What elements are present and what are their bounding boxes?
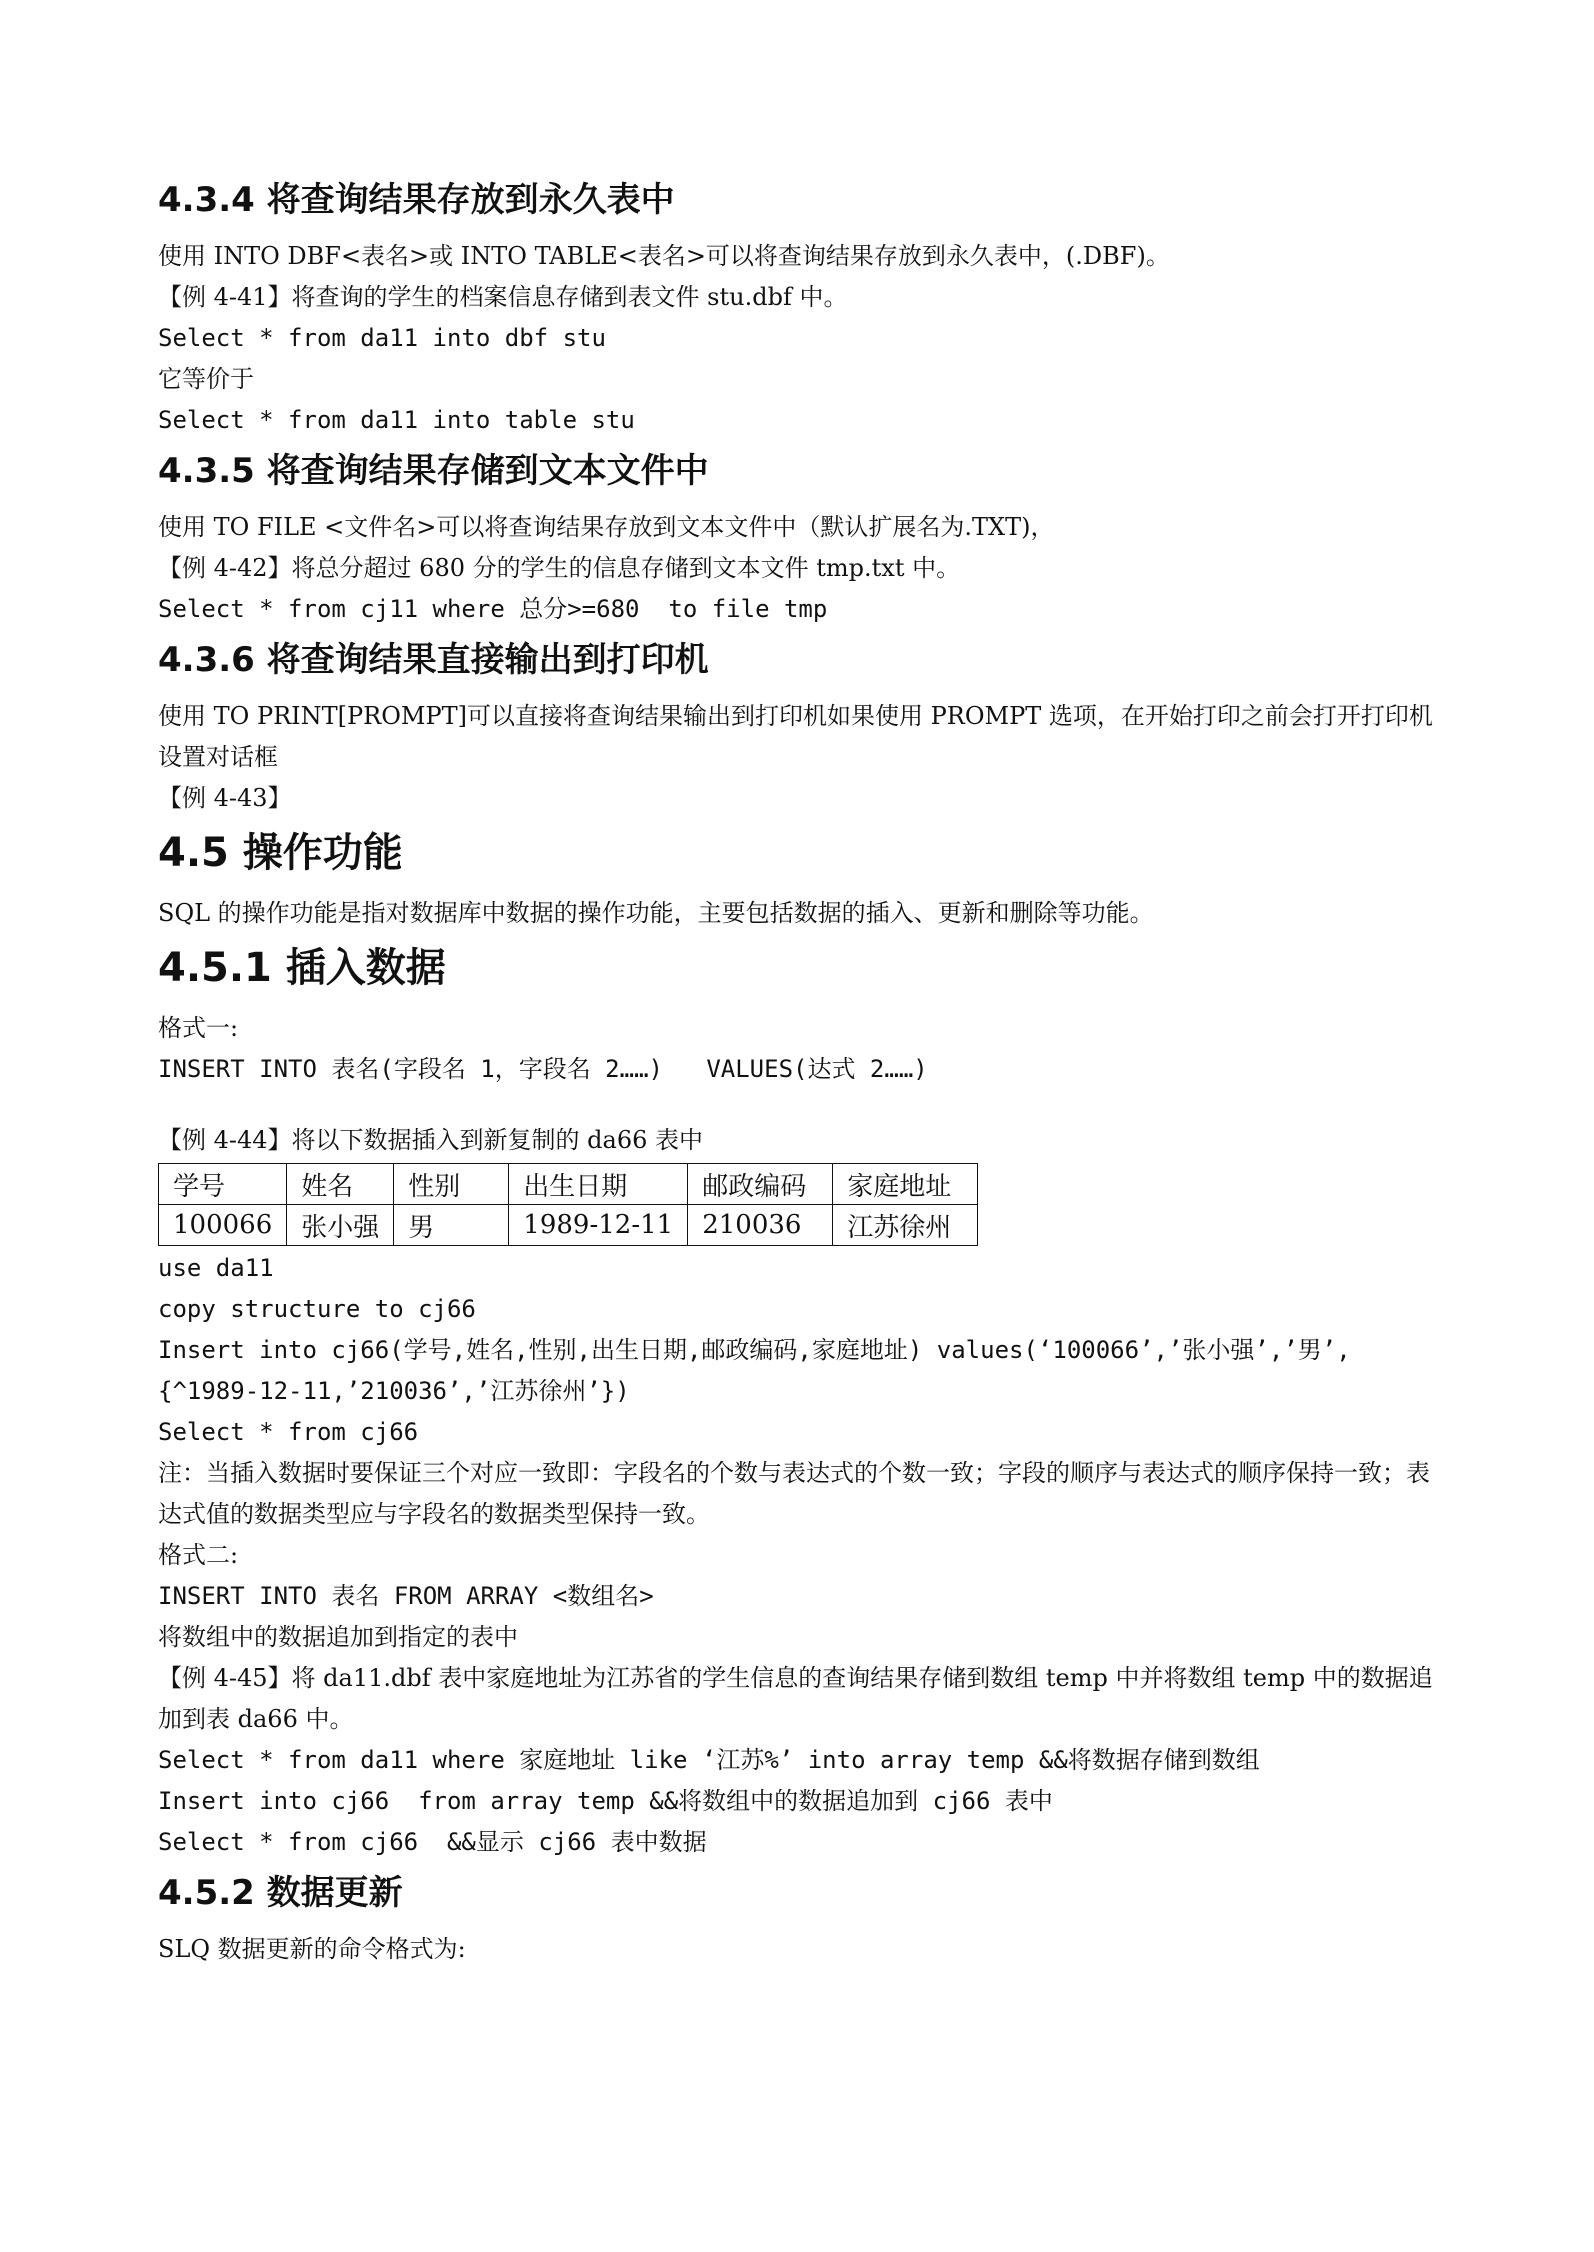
table-row xyxy=(159,1205,978,1246)
code-line: copy structure to cj66 xyxy=(158,1295,476,1323)
table-header-cell: 性别 xyxy=(394,1164,509,1205)
table-cell: 210036 xyxy=(688,1205,833,1246)
code-line: Select * from cj11 where 总分>=680 to file tmp xyxy=(158,595,828,623)
note-paragraph: 注：当插入数据时要保证三个对应一致即：字段名的个数与表达式的个数一致；字段的顺序与表达式的顺序保持一致；表达式值的数据类型应与字段名的数据类型保持一致。 xyxy=(158,1459,1430,1528)
example-label: 【例 4-42】将总分超过 680 分的学生的信息存储到文本文件 tmp.txt 中。 xyxy=(158,554,961,582)
code-line: INSERT INTO 表名 FROM ARRAY <数组名> xyxy=(158,1582,654,1610)
table-header-cell: 姓名 xyxy=(287,1164,394,1205)
table-header-cell: 出生日期 xyxy=(509,1164,688,1205)
code-line: Select * from da11 into dbf stu xyxy=(158,324,606,352)
table-header-cell: 学号 xyxy=(159,1164,287,1205)
paragraph: SLQ 数据更新的命令格式为: xyxy=(158,1935,466,1963)
heading-4-5: 4.5 操作功能 xyxy=(158,830,403,876)
table-header-cell: 家庭地址 xyxy=(833,1164,978,1205)
code-line: INSERT INTO 表名(字段名 1，字段名 2……) VALUES(达式 2……) xyxy=(158,1055,928,1083)
paragraph: 格式二: xyxy=(158,1541,239,1569)
student-table xyxy=(158,1163,978,1246)
table-cell: 男 xyxy=(394,1205,509,1246)
table-cell: 100066 xyxy=(159,1205,287,1246)
heading-4-3-6: 4.3.6 将查询结果直接输出到打印机 xyxy=(158,640,709,680)
heading-4-3-5: 4.3.5 将查询结果存储到文本文件中 xyxy=(158,451,709,491)
paragraph: 使用 TO PRINT[PROMPT]可以直接将查询结果输出到打印机如果使用 PROMPT 选项，在开始打印之前会打开打印机设置对话框 xyxy=(158,702,1433,771)
paragraph: 它等价于 xyxy=(158,365,254,393)
table-cell: 张小强 xyxy=(287,1205,394,1246)
page-content xyxy=(158,178,1448,1970)
heading-4-3-4: 4.3.4 将查询结果存放到永久表中 xyxy=(158,180,675,220)
paragraph: SQL 的操作功能是指对数据库中数据的操作功能，主要包括数据的插入、更新和删除等功能。 xyxy=(158,899,1154,927)
code-line: use da11 xyxy=(158,1254,274,1282)
code-line: Insert into cj66(学号,姓名,性别,出生日期,邮政编码,家庭地址) values(‘100066’,’张小强’,’男’,{^1989-12-11,’210036’,’江苏徐州’}) xyxy=(158,1336,1351,1405)
table-header-cell: 邮政编码 xyxy=(688,1164,833,1205)
paragraph: 格式一: xyxy=(158,1014,239,1042)
table-cell: 1989-12-11 xyxy=(509,1205,688,1246)
paragraph: 使用 INTO DBF<表名>或 INTO TABLE<表名>可以将查询结果存放到永久表中，(.DBF)。 xyxy=(158,242,1170,270)
example-label: 【例 4-45】将 da11.dbf 表中家庭地址为江苏省的学生信息的查询结果存储到数组 temp 中并将数组 temp 中的数据追加到表 da66 中。 xyxy=(158,1664,1433,1733)
paragraph: 将数组中的数据追加到指定的表中 xyxy=(158,1623,518,1651)
code-line: Select * from cj66 xyxy=(158,1418,419,1446)
example-label: 【例 4-43】 xyxy=(158,784,292,812)
table-cell: 江苏徐州 xyxy=(833,1205,978,1246)
code-line: Select * from da11 where 家庭地址 like ‘江苏%’ into array temp &&将数据存储到数组 xyxy=(158,1746,1260,1774)
code-line: Select * from cj66 &&显示 cj66 表中数据 xyxy=(158,1828,707,1856)
paragraph: 使用 TO FILE <文件名>可以将查询结果存放到文本文件中（默认扩展名为.TXT)， xyxy=(158,513,1055,541)
heading-4-5-2: 4.5.2 数据更新 xyxy=(158,1873,403,1913)
example-label: 【例 4-41】将查询的学生的档案信息存储到表文件 stu.dbf 中。 xyxy=(158,283,848,311)
code-line: Select * from da11 into table stu xyxy=(158,406,635,434)
table-header-row xyxy=(159,1164,978,1205)
heading-4-5-1: 4.5.1 插入数据 xyxy=(158,945,446,991)
example-label: 【例 4-44】将以下数据插入到新复制的 da66 表中 xyxy=(158,1126,704,1154)
code-line: Insert into cj66 from array temp &&将数组中的数据追加到 cj66 表中 xyxy=(158,1787,1053,1815)
